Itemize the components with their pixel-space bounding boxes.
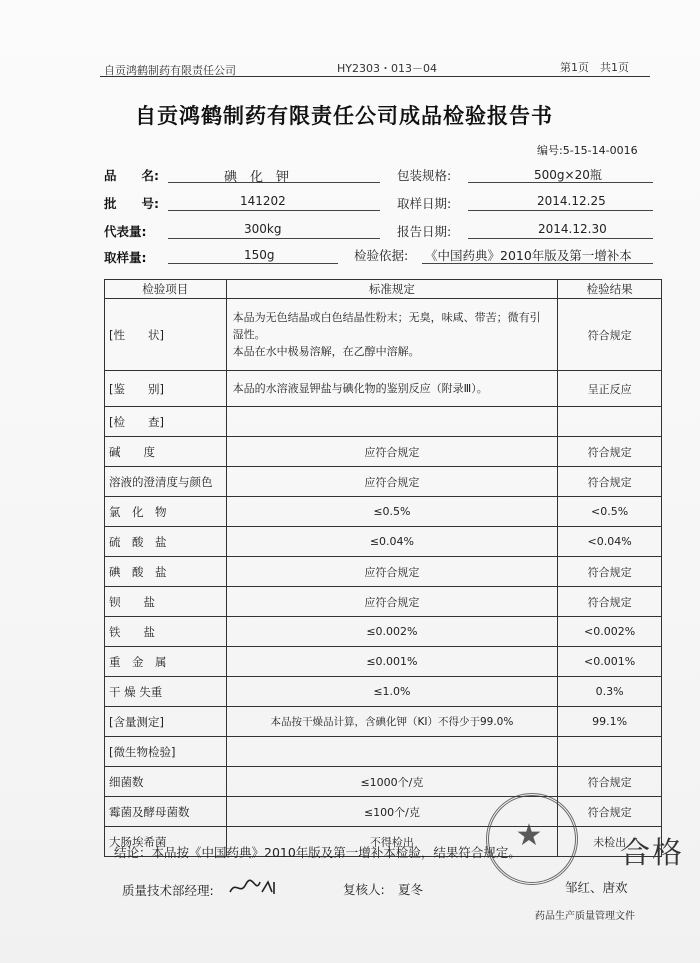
row-result: <0.001% bbox=[558, 647, 662, 677]
header-standard: 标准规定 bbox=[226, 280, 558, 299]
row-item: [含量测定] bbox=[105, 707, 227, 737]
header-rule bbox=[100, 76, 650, 77]
row-standard: ≤1.0% bbox=[226, 677, 558, 707]
row-result: 未检出 bbox=[558, 827, 662, 857]
sample-date-value: 2014.12.25 bbox=[537, 194, 606, 208]
row-result: <0.04% bbox=[558, 527, 662, 557]
row-result bbox=[558, 737, 662, 767]
row-standard: 应符合规定 bbox=[226, 557, 558, 587]
row-standard: 本品按干燥品计算，含碘化钾（KI）不得少于99.0% bbox=[226, 707, 558, 737]
reviewer-label: 复核人: bbox=[343, 882, 385, 897]
batch-label: 批 号: bbox=[104, 196, 159, 211]
pass-stamp: 合格 bbox=[620, 836, 684, 871]
basis-label: 检验依据: bbox=[354, 248, 409, 263]
row-result: 符合规定 bbox=[558, 797, 662, 827]
row-item: 霉菌及酵母菌数 bbox=[105, 797, 227, 827]
row-result: 符合规定 bbox=[558, 587, 662, 617]
row-item: 钡 盐 bbox=[105, 587, 227, 617]
batch-value: 141202 bbox=[240, 194, 286, 208]
table-row bbox=[105, 707, 662, 737]
serial-number: 编号:5-15-14-0016 bbox=[537, 144, 638, 157]
represent-underline bbox=[168, 238, 380, 239]
product-name-label: 品 名: bbox=[104, 168, 159, 183]
row-result: 99.1% bbox=[558, 707, 662, 737]
sample-qty-value: 150g bbox=[244, 248, 275, 262]
table-row bbox=[105, 371, 662, 407]
represent-value: 300kg bbox=[244, 222, 282, 236]
product-name-value: 碘 化 钾 bbox=[224, 170, 290, 185]
product-name-underline bbox=[168, 182, 380, 183]
header-doc-code: HY2303・013－04 bbox=[337, 62, 437, 75]
row-item: [鉴 别] bbox=[105, 371, 227, 407]
report-date-label: 报告日期: bbox=[397, 224, 452, 239]
row-result: 符合规定 bbox=[558, 767, 662, 797]
table-row bbox=[105, 527, 662, 557]
table-row bbox=[105, 767, 662, 797]
conclusion-text: 结论：本品按《中国药典》2010年版及第一增补本检验，结果符合规定。 bbox=[114, 845, 521, 860]
sample-date-underline bbox=[468, 210, 653, 211]
row-item: 大肠埃希菌 bbox=[105, 827, 227, 857]
seal-star-icon: ★ bbox=[515, 818, 543, 853]
row-result: 符合规定 bbox=[558, 437, 662, 467]
row-standard: ≤1000个/克 bbox=[226, 767, 558, 797]
row-standard: 应符合规定 bbox=[226, 587, 558, 617]
batch-underline bbox=[168, 210, 380, 211]
row-standard: ≤0.5% bbox=[226, 497, 558, 527]
row-standard-line: 本品为无色结晶或白色结晶性粉末；无臭，味咸、带苦；微有引湿性。 bbox=[232, 310, 541, 341]
row-result bbox=[558, 407, 662, 437]
row-result: <0.002% bbox=[558, 617, 662, 647]
row-standard: ≤0.002% bbox=[226, 617, 558, 647]
inspection-table bbox=[104, 279, 662, 857]
table-row bbox=[105, 299, 662, 371]
table-row bbox=[105, 437, 662, 467]
footer-note: 药品生产质量管理文件 bbox=[535, 911, 635, 922]
table-row bbox=[105, 797, 662, 827]
qa-manager-label: 质量技术部经理: bbox=[122, 883, 214, 898]
row-item: 碘 酸 盐 bbox=[105, 557, 227, 587]
row-standard: 应符合规定 bbox=[226, 467, 558, 497]
row-standard-line: 本品在水中极易溶解，在乙醇中溶解。 bbox=[232, 345, 420, 359]
table-row bbox=[105, 557, 662, 587]
table-header-row bbox=[105, 280, 662, 299]
table-row bbox=[105, 647, 662, 677]
header-item: 检验项目 bbox=[105, 280, 227, 299]
row-item: 铁 盐 bbox=[105, 617, 227, 647]
row-item: 重 金 属 bbox=[105, 647, 227, 677]
row-item: [性 状] bbox=[105, 299, 227, 371]
row-item: 碱 度 bbox=[105, 437, 227, 467]
row-result: 符合规定 bbox=[558, 299, 662, 371]
row-item: 硫 酸 盐 bbox=[105, 527, 227, 557]
row-standard: 应符合规定 bbox=[226, 437, 558, 467]
header-company: 自贡鸿鹤制药有限责任公司 bbox=[104, 64, 236, 77]
row-result: 0.3% bbox=[558, 677, 662, 707]
row-item: 干 燥 失重 bbox=[105, 677, 227, 707]
manager-signature-icon bbox=[228, 878, 278, 898]
row-result: <0.5% bbox=[558, 497, 662, 527]
basis-value: 《中国药典》2010年版及第一增补本 bbox=[425, 248, 632, 263]
report-date-underline bbox=[468, 238, 653, 239]
table-row bbox=[105, 407, 662, 437]
reviewer-name: 夏冬 bbox=[398, 882, 424, 897]
row-result: 符合规定 bbox=[558, 557, 662, 587]
row-item: 溶液的澄清度与颜色 bbox=[105, 467, 227, 497]
table-row bbox=[105, 467, 662, 497]
row-result: 呈正反应 bbox=[558, 371, 662, 407]
basis-underline bbox=[422, 263, 653, 264]
table-row bbox=[105, 587, 662, 617]
row-standard bbox=[226, 407, 558, 437]
package-spec-value: 500g×20瓶 bbox=[534, 168, 602, 182]
row-standard: 不得检出 bbox=[226, 827, 558, 857]
inspector-names: 邹红、唐欢 bbox=[565, 880, 628, 895]
sample-qty-label: 取样量: bbox=[104, 250, 147, 265]
row-item: [微生物检验] bbox=[105, 737, 227, 767]
table-row bbox=[105, 617, 662, 647]
package-spec-underline bbox=[468, 182, 653, 183]
row-item: 细菌数 bbox=[105, 767, 227, 797]
row-standard: ≤100个/克 bbox=[226, 797, 558, 827]
row-standard: 本品的水溶液显钾盐与碘化物的鉴别反应（附录Ⅲ）。 bbox=[226, 371, 558, 407]
table-row bbox=[105, 737, 662, 767]
sample-date-label: 取样日期: bbox=[397, 196, 452, 211]
table-row bbox=[105, 677, 662, 707]
header-page-number: 第1页 共1页 bbox=[560, 61, 629, 74]
report-title: 自贡鸿鹤制药有限责任公司成品检验报告书 bbox=[135, 104, 553, 128]
header-result: 检验结果 bbox=[558, 280, 662, 299]
row-standard bbox=[226, 737, 558, 767]
table-row bbox=[105, 497, 662, 527]
report-date-value: 2014.12.30 bbox=[538, 222, 607, 236]
row-standard: ≤0.001% bbox=[226, 647, 558, 677]
sample-qty-underline bbox=[168, 263, 338, 264]
represent-label: 代表量: bbox=[104, 224, 147, 239]
row-result: 符合规定 bbox=[558, 467, 662, 497]
row-item: [检 查] bbox=[105, 407, 227, 437]
row-standard: ≤0.04% bbox=[226, 527, 558, 557]
package-spec-label: 包装规格: bbox=[397, 168, 452, 183]
row-item: 氯 化 物 bbox=[105, 497, 227, 527]
row-standard bbox=[226, 299, 558, 371]
